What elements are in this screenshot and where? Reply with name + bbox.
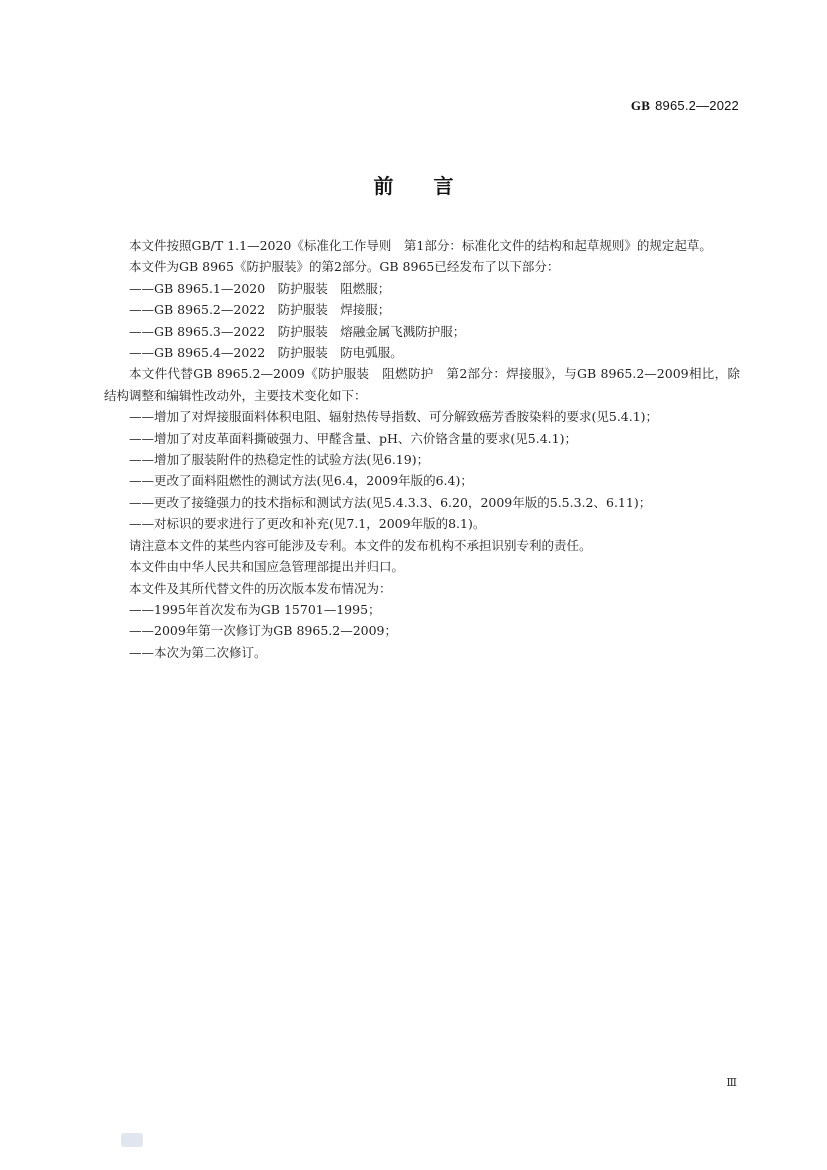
paragraph-replacement: 本文件代替GB 8965.2—2009《防护服装 阻燃防护 第2部分：焊接服》，与GB 8965.2—2009相比，除结构调整和编辑性改动外，主要技术变化如下： — [104, 366, 740, 403]
list-item-change-5: ——更改了接缝强力的技术指标和测试方法(见5.4.3.3、6.20，2009年版的5.5.3.2、6.11)； — [129, 494, 652, 510]
list-item-part-3: ——GB 8965.3—2022 防护服装 熔融金属飞溅防护服； — [129, 323, 466, 339]
list-item-part-2: ——GB 8965.2—2022 防护服装 焊接服； — [129, 302, 391, 318]
standard-number: 8965.2—2022 — [655, 98, 739, 113]
standard-prefix: GB — [630, 98, 651, 113]
page-title: 前言 — [373, 174, 494, 198]
list-item-change-6: ——对标识的要求进行了更改和补充(见7.1，2009年版的8.1)。 — [129, 516, 486, 532]
list-item-part-1: ——GB 8965.1—2020 防护服装 阻燃服； — [129, 280, 391, 296]
foreword-body — [104, 235, 740, 663]
list-item-history-2: ——2009年第一次修订为GB 8965.2—2009； — [129, 623, 398, 639]
list-item-history-1: ——1995年首次发布为GB 15701—1995； — [129, 601, 381, 617]
list-item-change-4: ——更改了面料阻燃性的测试方法(见6.4，2009年版的6.4)； — [129, 473, 473, 489]
page-number: Ⅲ — [726, 1076, 737, 1089]
paragraph-drafting-rules: 本文件按照GB/T 1.1—2020《标准化工作导则 第1部分：标准化文件的结构和起草规则》的规定起草。 — [129, 238, 712, 253]
paragraph-patent-notice: 请注意本文件的某些内容可能涉及专利。本文件的发布机构不承担识别专利的责任。 — [129, 537, 592, 553]
list-item-change-2: ——增加了对皮革面料撕破强力、甲醛含量、pH、六价铬含量的要求(见5.4.1)； — [129, 430, 577, 446]
list-item-history-3: ——本次为第二次修订。 — [129, 644, 267, 660]
list-item-part-4: ——GB 8965.4—2022 防护服装 防电弧服。 — [129, 345, 403, 361]
watermark-logo — [121, 1133, 143, 1147]
paragraph-series-intro: 本文件为GB 8965《防护服装》的第2部分。GB 8965已经发布了以下部分： — [129, 259, 560, 275]
list-item-change-3: ——增加了服装附件的热稳定性的试验方法(见6.19)； — [129, 452, 430, 468]
paragraph-history-intro: 本文件及其所代替文件的历次版本发布情况为： — [129, 580, 392, 596]
standard-code — [631, 98, 739, 114]
list-item-change-1: ——增加了对焊接服面料体积电阻、辐射热传导指数、可分解致癌芳香胺染料的要求(见5.4.1)； — [129, 409, 659, 425]
paragraph-proposer: 本文件由中华人民共和国应急管理部提出并归口。 — [129, 559, 405, 575]
